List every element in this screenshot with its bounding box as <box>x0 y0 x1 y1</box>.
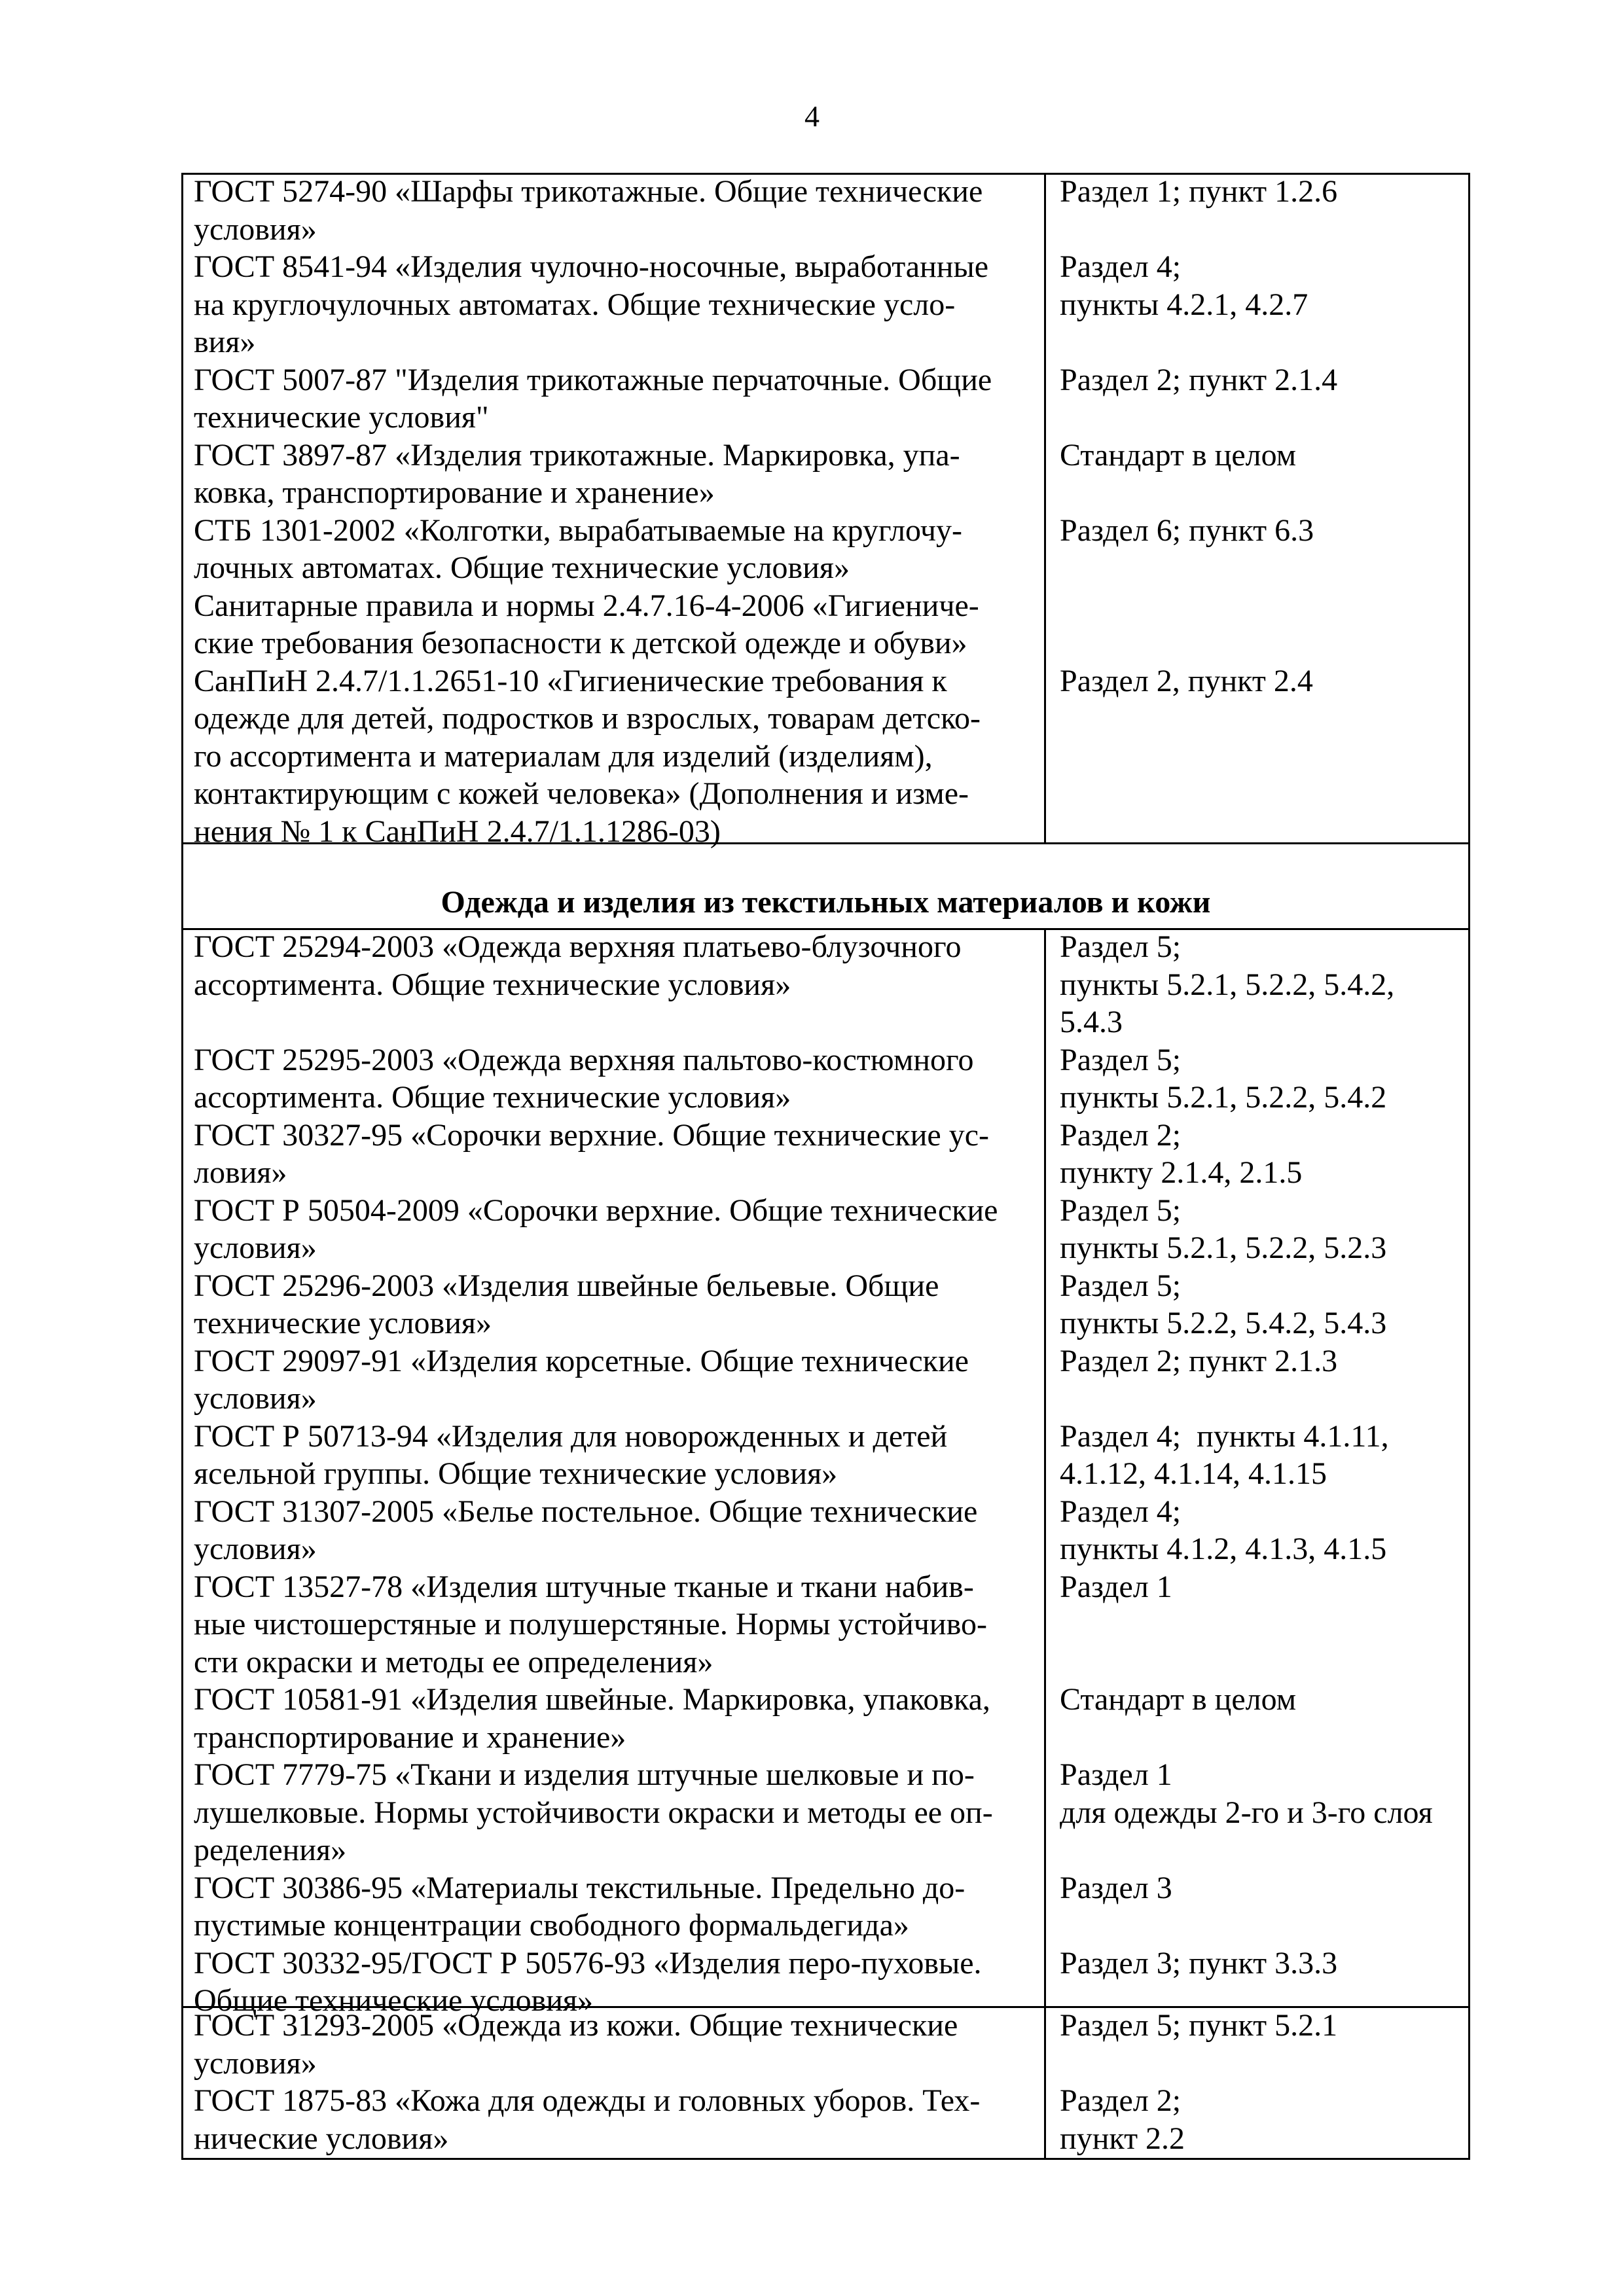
text-line: ские требования безопасности к детской одежде и обуви» <box>194 626 967 660</box>
text-line: Раздел 4; <box>1060 249 1182 284</box>
text-line: пункту 2.1.4, 2.1.5 <box>1060 1155 1303 1190</box>
text-line: транспортирование и хранение» <box>194 1719 626 1755</box>
text-line: пустимые концентрации свободного формальдегида» <box>194 1908 909 1943</box>
text-line: Раздел 4; <box>1060 1494 1182 1529</box>
text-line <box>1060 1643 1433 1681</box>
text-line: ГОСТ Р 50713-94 «Изделия для новорожденных и детей <box>194 1418 948 1454</box>
text-line: 5.4.3 <box>1060 1005 1123 1039</box>
text-line <box>1060 1907 1433 1945</box>
text-line: го ассортимента и материалам для изделий (изделиям), <box>194 738 933 774</box>
text-line: ГОСТ 31293-2005 «Одежда из кожи. Общие технические <box>194 2008 958 2043</box>
text-line: для одежды 2-го и 3-го слоя <box>1060 1795 1433 1830</box>
text-line: СТБ 1301-2002 «Колготки, вырабатываемые на круглочу- <box>194 512 962 548</box>
text-line: условия» <box>194 211 317 247</box>
section2-right <box>1060 928 1433 2020</box>
text-line: Раздел 4; пункты 4.1.11, <box>1060 1418 1389 1454</box>
text-line: Стандарт в целом <box>1060 1682 1297 1717</box>
text-line: одежде для детей, подростков и взрослых, товарам детско- <box>194 701 981 736</box>
text-line: ГОСТ 10581-91 «Изделия швейные. Маркировка, упаковка, <box>194 1682 990 1717</box>
text-line <box>1060 549 1337 587</box>
text-line: Раздел 1 <box>1060 1569 1172 1604</box>
text-line: Раздел 2; пункт 2.1.3 <box>1060 1343 1338 1378</box>
section2-left <box>194 928 998 2020</box>
text-line <box>1060 399 1337 437</box>
text-line: ные чистошерстяные и полушерстяные. Нормы устойчиво- <box>194 1607 987 1641</box>
text-line: ГОСТ 8541-94 «Изделия чулочно-носочные, выработанные <box>194 249 989 284</box>
text-line: ГОСТ 31307-2005 «Белье постельное. Общие технические <box>194 1494 978 1529</box>
text-line <box>1060 587 1337 625</box>
text-line: Раздел 5; <box>1060 1193 1182 1228</box>
text-line: ловия» <box>194 1155 287 1190</box>
text-line: ГОСТ 25294-2003 «Одежда верхняя платьево-блузочного <box>194 929 962 964</box>
column-divider <box>1044 173 1046 844</box>
text-line: пункты 4.1.2, 4.1.3, 4.1.5 <box>1060 1532 1387 1566</box>
text-line: ГОСТ Р 50504-2009 «Сорочки верхние. Общие технические <box>194 1193 998 1228</box>
text-line <box>1060 1719 1433 1757</box>
text-line: пункт 2.2 <box>1060 2121 1185 2156</box>
text-line: лушелковые. Нормы устойчивости окраски и методы ее оп- <box>194 1795 993 1830</box>
text-line: Раздел 5; <box>1060 1268 1182 1303</box>
text-line: Раздел 2, пункт 2.4 <box>1060 663 1313 698</box>
text-line <box>1060 775 1337 813</box>
text-line: пункты 5.2.1, 5.2.2, 5.4.2, <box>1060 967 1395 1002</box>
text-line: ГОСТ 5007-87 "Изделия трикотажные перчаточные. Общие <box>194 362 992 397</box>
text-line: ределения» <box>194 1833 347 1867</box>
text-line: технические условия" <box>194 400 489 435</box>
text-line: ясельной группы. Общие технические условия» <box>194 1456 838 1491</box>
text-line: 4.1.12, 4.1.14, 4.1.15 <box>1060 1456 1327 1491</box>
text-line: Стандарт в целом <box>1060 437 1297 473</box>
text-line: Раздел 2; пункт 2.1.4 <box>1060 362 1338 397</box>
text-line: ГОСТ 25295-2003 «Одежда верхняя пальтово-костюмного <box>194 1042 974 1077</box>
text-line: ГОСТ 7779-75 «Ткани и изделия штучные шелковые и по- <box>194 1757 975 1792</box>
text-line <box>1060 700 1337 738</box>
text-line: ГОСТ 30332-95/ГОСТ Р 50576-93 «Изделия перо-пуховые. <box>194 1945 982 1981</box>
text-line: пункты 4.2.1, 4.2.7 <box>1060 287 1308 322</box>
text-line: Раздел 6; пункт 6.3 <box>1060 512 1314 548</box>
text-line: условия» <box>194 1230 317 1265</box>
page-number: 4 <box>804 99 820 133</box>
text-line: Раздел 1 <box>1060 1757 1172 1792</box>
text-line: пункты 5.2.1, 5.2.2, 5.4.2 <box>1060 1080 1387 1115</box>
text-line: Раздел 5; пункт 5.2.1 <box>1060 2008 1338 2043</box>
text-line <box>1060 323 1337 361</box>
text-line <box>1060 813 1337 851</box>
text-line: ГОСТ 1875-83 «Кожа для одежды и головных уборов. Тех- <box>194 2083 981 2118</box>
text-line: ГОСТ 3897-87 «Изделия трикотажные. Маркировка, упа- <box>194 437 960 473</box>
text-line: Санитарные правила и нормы 2.4.7.16-4-2006 «Гигиениче- <box>194 588 979 623</box>
text-line <box>1060 2045 1337 2083</box>
text-line <box>1060 211 1337 249</box>
text-line: контактирующим с кожей человека» (Дополнения и изме- <box>194 776 969 811</box>
text-line: лочных автоматах. Общие технические условия» <box>194 550 850 585</box>
text-line: Раздел 5; <box>1060 929 1182 964</box>
text-line: ГОСТ 30386-95 «Материалы текстильные. Предельно до- <box>194 1870 965 1905</box>
text-line: ГОСТ 30327-95 «Сорочки верхние. Общие технические ус- <box>194 1117 990 1153</box>
text-line <box>1060 474 1337 512</box>
text-line <box>1060 1831 1433 1869</box>
text-line: СанПиН 2.4.7/1.1.2651-10 «Гигиенические требования к <box>194 663 947 698</box>
text-line: ковка, транспортирование и хранение» <box>194 475 715 510</box>
text-line: ГОСТ 25296-2003 «Изделия швейные бельевые. Общие <box>194 1268 939 1303</box>
text-line: нения № 1 к СанПиН 2.4.7/1.1.1286-03) <box>194 814 721 849</box>
text-line: Раздел 3; пункт 3.3.3 <box>1060 1945 1338 1981</box>
text-line: ГОСТ 13527-78 «Изделия штучные тканые и ткани набив- <box>194 1569 974 1604</box>
text-line: сти окраски и методы ее определения» <box>194 1644 713 1679</box>
text-line: вия» <box>194 325 256 359</box>
text-line <box>1060 738 1337 776</box>
text-line: ассортимента. Общие технические условия» <box>194 967 791 1002</box>
text-line: ГОСТ 5274-90 «Шарфы трикотажные. Общие технические <box>194 174 983 209</box>
text-line <box>1060 1380 1433 1418</box>
text-line: технические условия» <box>194 1306 492 1340</box>
text-line: условия» <box>194 2045 317 2081</box>
section1-right <box>1060 173 1337 850</box>
column-divider <box>1044 929 1046 2160</box>
text-line: нические условия» <box>194 2121 449 2156</box>
text-line: Раздел 2; <box>1060 2083 1182 2118</box>
section3-right <box>1060 2007 1337 2157</box>
section1-left <box>194 173 992 850</box>
text-line <box>1060 1605 1433 1643</box>
text-line: пункты 5.2.2, 5.4.2, 5.4.3 <box>1060 1306 1387 1340</box>
text-line <box>1060 624 1337 662</box>
text-line: Раздел 2; <box>1060 1117 1182 1153</box>
text-line: Раздел 3 <box>1060 1870 1172 1905</box>
text-line: ГОСТ 29097-91 «Изделия корсетные. Общие технические <box>194 1343 969 1378</box>
text-line: пункты 5.2.1, 5.2.2, 5.2.3 <box>1060 1230 1387 1265</box>
text-line: Общие технические условия» <box>194 1983 594 2018</box>
text-line: ассортимента. Общие технические условия» <box>194 1080 791 1115</box>
text-line: условия» <box>194 1532 317 1566</box>
text-line: Раздел 1; пункт 1.2.6 <box>1060 174 1338 209</box>
text-line <box>194 1003 998 1041</box>
text-line: условия» <box>194 1381 317 1416</box>
section-heading: Одежда и изделия из текстильных материалов и кожи <box>441 885 1211 920</box>
section3-left <box>194 2007 980 2157</box>
text-line: Раздел 5; <box>1060 1042 1182 1077</box>
text-line: на круглочулочных автоматах. Общие технические усло- <box>194 287 956 322</box>
